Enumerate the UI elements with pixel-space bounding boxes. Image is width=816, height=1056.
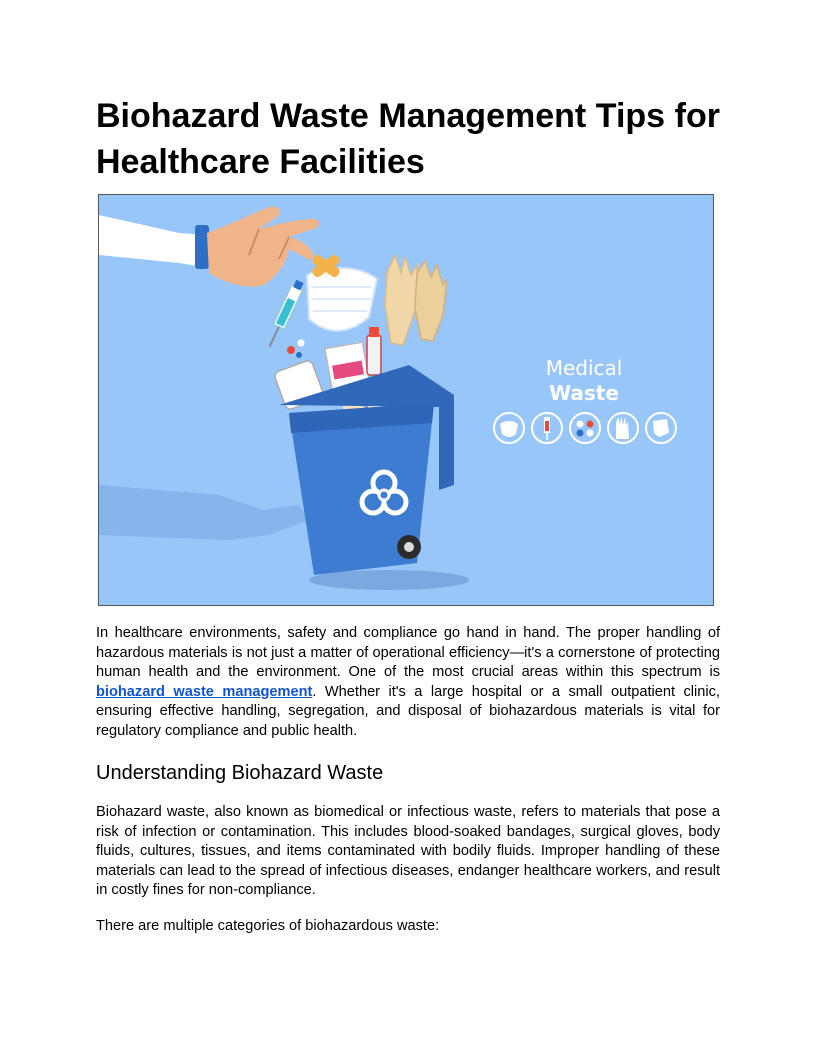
intro-paragraph <box>96 624 720 741</box>
biohazard-waste-management-link[interactable]: biohazard waste management <box>96 683 313 700</box>
section-paragraph: Biohazard waste, also known as biomedical or infectious waste, refers to materials that pose a risk of infection or contamination. This includes blood-soaked bandages, surgical gloves, body fluids, cultures, tissues, and items contaminated with bodily fluids. Improper handling of these materials can lead to the spread of infectious diseases, endanger healthcare workers, and result in costly fines for non-compliance. <box>96 804 720 898</box>
hero-text-waste: Waste <box>549 381 619 405</box>
section-heading: Understanding Biohazard Waste <box>96 762 384 784</box>
intro-text-end: . Whether it's a large hospital or a small outpatient clinic, ensuring effective handling, segregation, and disposal of biohazardous materials is vital for regulatory compliance and public health. <box>96 683 720 739</box>
intro-text-start: In healthcare environments, safety and compliance go hand in hand. The proper handling of hazardous materials is not just a matter of operational efficiency—it's a cornerstone of protecting human health and the environment. One of the most crucial areas within this spectrum is <box>96 625 720 680</box>
categories-intro: There are multiple categories of biohazardous waste: <box>96 918 440 934</box>
page-title: Biohazard Waste Management Tips for Healthcare Facilities <box>96 97 720 181</box>
hero-text-medical: Medical <box>545 356 623 380</box>
hero-image <box>98 194 714 606</box>
